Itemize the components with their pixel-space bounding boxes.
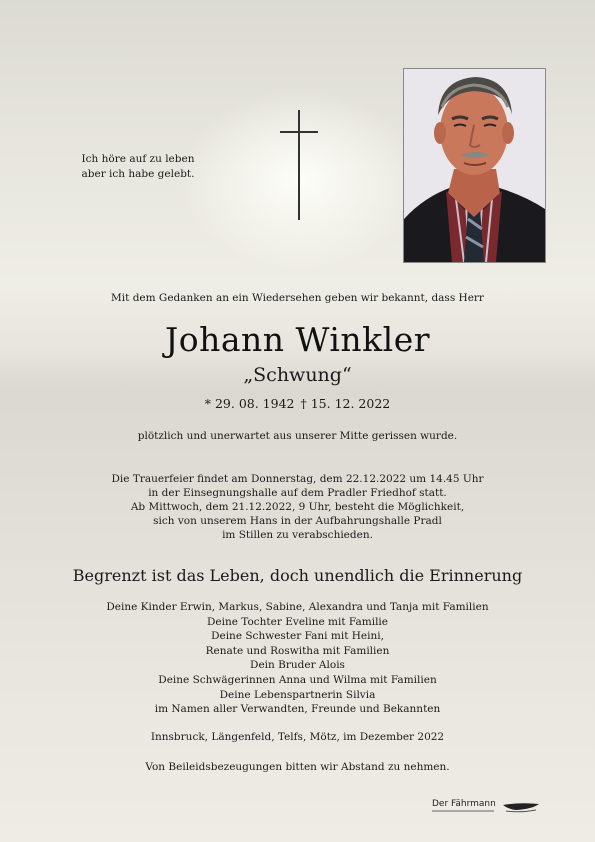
birth-date: * 29. 08. 1942 [204, 396, 295, 411]
logo-brand: Der Fährmann [432, 799, 496, 809]
quote [68, 152, 208, 182]
family-line: im Namen aller Verwandten, Freunde und Bekannten [154, 703, 441, 716]
service-line: Die Trauerfeier findet am Donnerstag, dem 22.12.2022 um 14.45 Uhr [111, 473, 484, 485]
sudden-text: plötzlich und unerwartet aus unserer Mitte gerissen wurde. [137, 430, 458, 442]
funeral-home-logo [432, 799, 542, 819]
family-line: Dein Bruder Alois [250, 659, 345, 672]
family-line: Deine Schwägerinnen Anna und Wilma mit Familien [158, 673, 437, 686]
quote-line-1: Ich höre auf zu leben [81, 153, 195, 165]
family-line: Deine Kinder Erwin, Markus, Sabine, Alexandra und Tanja mit Familien [106, 601, 489, 613]
nickname: „Schwung“ [243, 364, 352, 386]
service-line: im Stillen zu verabschieden. [222, 529, 373, 541]
family-line: Deine Schwester Fani mit Heini, [211, 630, 384, 643]
service-line: Ab Mittwoch, dem 21.12.2022, 9 Uhr, besteht die Möglichkeit, [130, 501, 465, 513]
quote-line-2: aber ich habe gelebt. [81, 168, 195, 180]
life-dates [0, 396, 595, 411]
family-line: Renate und Roswitha mit Familien [205, 644, 390, 657]
intro-text: Mit dem Gedanken an ein Wiedersehen geben wir bekannt, dass Herr [111, 292, 484, 304]
cross-icon [280, 110, 318, 220]
boat-icon [502, 801, 540, 813]
motto: Begrenzt ist das Leben, doch unendlich die Erinnerung [72, 566, 523, 585]
deceased-name: Johann Winkler [164, 320, 431, 359]
service-details [0, 472, 595, 542]
family-line: Deine Lebenspartnerin Silvia [219, 688, 376, 701]
service-line: in der Einsegnungshalle auf dem Pradler Friedhof statt. [148, 487, 447, 499]
family-line: Deine Tochter Eveline mit Familie [206, 615, 389, 628]
portrait-photo [403, 68, 546, 263]
family-list [0, 600, 595, 717]
condolence-request: Von Beileidsbezeugungen bitten wir Abstand zu nehmen. [145, 761, 450, 773]
place-date: Innsbruck, Längenfeld, Telfs, Mötz, im Dezember 2022 [150, 731, 445, 743]
death-date: † 15. 12. 2022 [300, 396, 391, 411]
service-line: sich von unserem Hans in der Aufbahrungshalle Pradl [153, 515, 442, 527]
